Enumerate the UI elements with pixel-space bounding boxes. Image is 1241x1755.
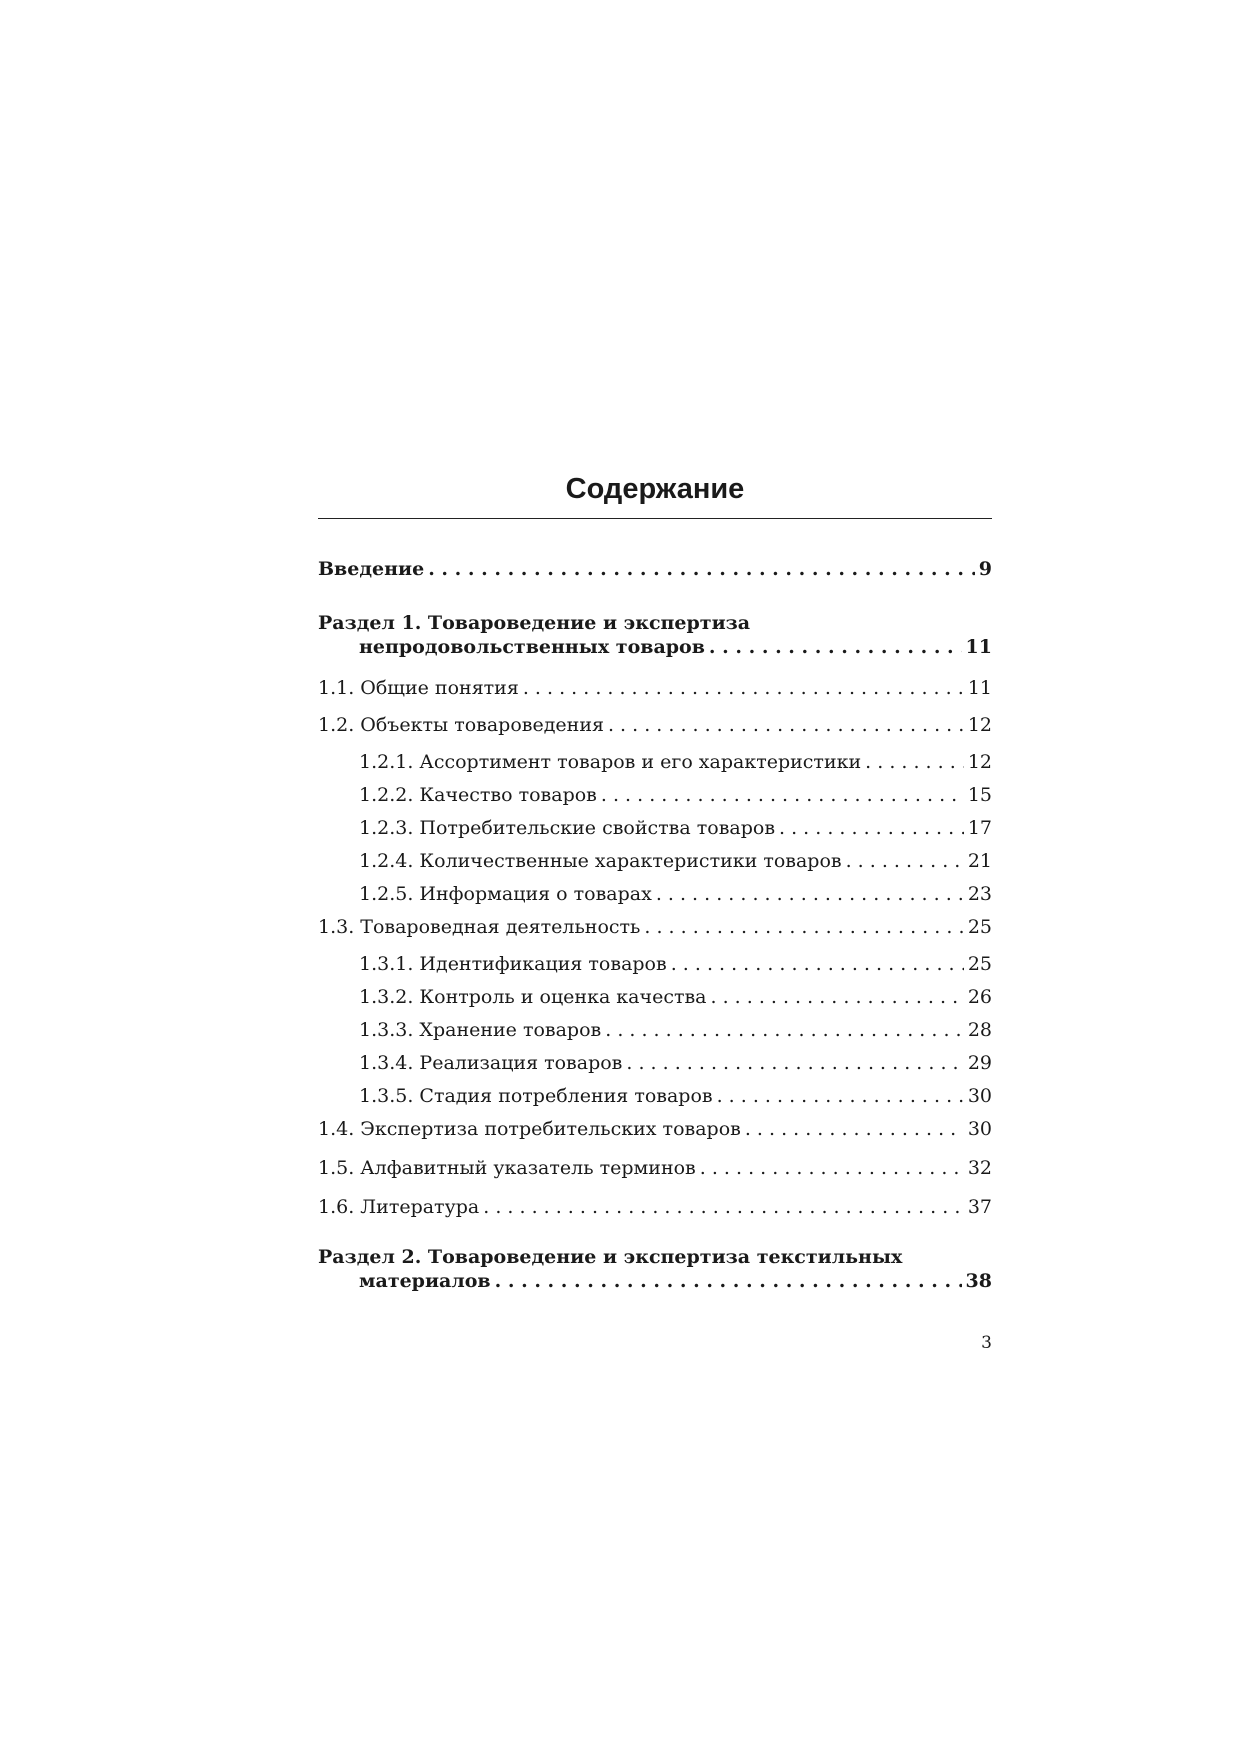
toc-entry-1-2[interactable] <box>318 713 992 737</box>
toc-entry-label: 1.2.2. Качество товаров <box>359 784 597 806</box>
dot-leader <box>865 750 964 774</box>
toc-entry-label: Введение <box>318 558 425 580</box>
dot-leader <box>717 1084 964 1108</box>
toc-entry-label: 1.3.1. Идентификация товаров <box>359 953 667 975</box>
dot-leader <box>709 635 962 659</box>
toc-entry-label: 1.2. Объекты товароведения <box>318 714 604 736</box>
page-title: Содержание <box>318 470 992 519</box>
toc-entry-page: 12 <box>967 714 992 736</box>
toc-entry-1-2-5[interactable] <box>318 882 992 906</box>
table-of-contents <box>318 557 992 1353</box>
toc-entry-label: 1.3.5. Стадия потребления товаров <box>359 1085 713 1107</box>
toc-entry-1-3[interactable] <box>318 915 992 939</box>
toc-entry-label: 1.2.1. Ассортимент товаров и его характеристики <box>359 751 862 773</box>
toc-entry-label: материалов <box>359 1270 491 1292</box>
dot-leader <box>428 557 975 581</box>
toc-entry-page: 37 <box>967 1196 992 1218</box>
toc-entry-page: 11 <box>967 677 992 699</box>
toc-entry-1-2-2[interactable] <box>318 783 992 807</box>
dot-leader <box>644 915 963 939</box>
toc-page <box>318 470 992 1353</box>
toc-entry-1-6[interactable] <box>318 1195 992 1219</box>
toc-entry-1-2-3[interactable] <box>318 816 992 840</box>
toc-entry-label: 1.2.5. Информация о товарах <box>359 883 652 905</box>
toc-entry-label: 1.2.4. Количественные характеристики товаров <box>359 850 842 872</box>
toc-section-1[interactable] <box>318 635 992 659</box>
toc-entry-1-3-5[interactable] <box>318 1084 992 1108</box>
toc-entry-page: 26 <box>967 986 992 1008</box>
toc-entry-label: 1.1. Общие понятия <box>318 677 519 699</box>
toc-entry-label: непродовольственных товаров <box>359 636 705 658</box>
dot-leader <box>495 1269 962 1293</box>
dot-leader <box>656 882 964 906</box>
toc-entry-label: 1.3.4. Реализация товаров <box>359 1052 623 1074</box>
dot-leader <box>671 952 964 976</box>
toc-entry-1-2-4[interactable] <box>318 849 992 873</box>
toc-entry-label: 1.5. Алфавитный указатель терминов <box>318 1157 696 1179</box>
toc-section-2-heading[interactable]: Раздел 2. Товароведение и экспертиза текстильных <box>318 1246 903 1268</box>
toc-entry-label: 1.3.2. Контроль и оценка качества <box>359 986 707 1008</box>
toc-entry-intro[interactable] <box>318 557 992 581</box>
toc-section-2[interactable] <box>318 1269 992 1293</box>
toc-entry-page: 25 <box>967 953 992 975</box>
toc-entry-page: 12 <box>967 751 992 773</box>
toc-entry-label: 1.6. Литература <box>318 1196 480 1218</box>
toc-entry-label: 1.3.3. Хранение товаров <box>359 1019 602 1041</box>
toc-entry-1-4[interactable] <box>318 1117 992 1141</box>
toc-entry-1-3-4[interactable] <box>318 1051 992 1075</box>
toc-entry-page: 21 <box>967 850 992 872</box>
toc-entry-page: 11 <box>965 636 992 658</box>
toc-entry-label: 1.2.3. Потребительские свойства товаров <box>359 817 776 839</box>
toc-entry-page: 32 <box>967 1157 992 1179</box>
toc-entry-label: 1.3. Товароведная деятельность <box>318 916 641 938</box>
toc-entry-page: 38 <box>965 1270 992 1292</box>
page-number: 3 <box>981 1333 992 1353</box>
dot-leader <box>523 676 964 700</box>
dot-leader <box>711 985 964 1009</box>
toc-entry-page: 23 <box>967 883 992 905</box>
toc-entry-page: 30 <box>967 1118 992 1140</box>
dot-leader <box>779 816 964 840</box>
toc-entry-1-3-2[interactable] <box>318 985 992 1009</box>
dot-leader <box>483 1195 964 1219</box>
toc-entry-page: 28 <box>967 1019 992 1041</box>
toc-entry-1-3-1[interactable] <box>318 952 992 976</box>
dot-leader <box>745 1117 964 1141</box>
toc-entry-page: 9 <box>978 558 992 580</box>
toc-section-1-heading[interactable]: Раздел 1. Товароведение и экспертиза <box>318 612 751 634</box>
toc-entry-1-2-1[interactable] <box>318 750 992 774</box>
toc-entry-page: 17 <box>967 817 992 839</box>
toc-entry-page: 15 <box>967 784 992 806</box>
dot-leader <box>605 1018 964 1042</box>
dot-leader <box>601 783 964 807</box>
toc-entry-1-3-3[interactable] <box>318 1018 992 1042</box>
dot-leader <box>700 1156 964 1180</box>
toc-entry-label: 1.4. Экспертиза потребительских товаров <box>318 1118 741 1140</box>
dot-leader <box>608 713 964 737</box>
dot-leader <box>626 1051 963 1075</box>
toc-entry-1-5[interactable] <box>318 1156 992 1180</box>
toc-entry-page: 25 <box>967 916 992 938</box>
toc-entry-1-1[interactable] <box>318 676 992 700</box>
dot-leader <box>846 849 964 873</box>
toc-entry-page: 29 <box>967 1052 992 1074</box>
toc-entry-page: 30 <box>967 1085 992 1107</box>
